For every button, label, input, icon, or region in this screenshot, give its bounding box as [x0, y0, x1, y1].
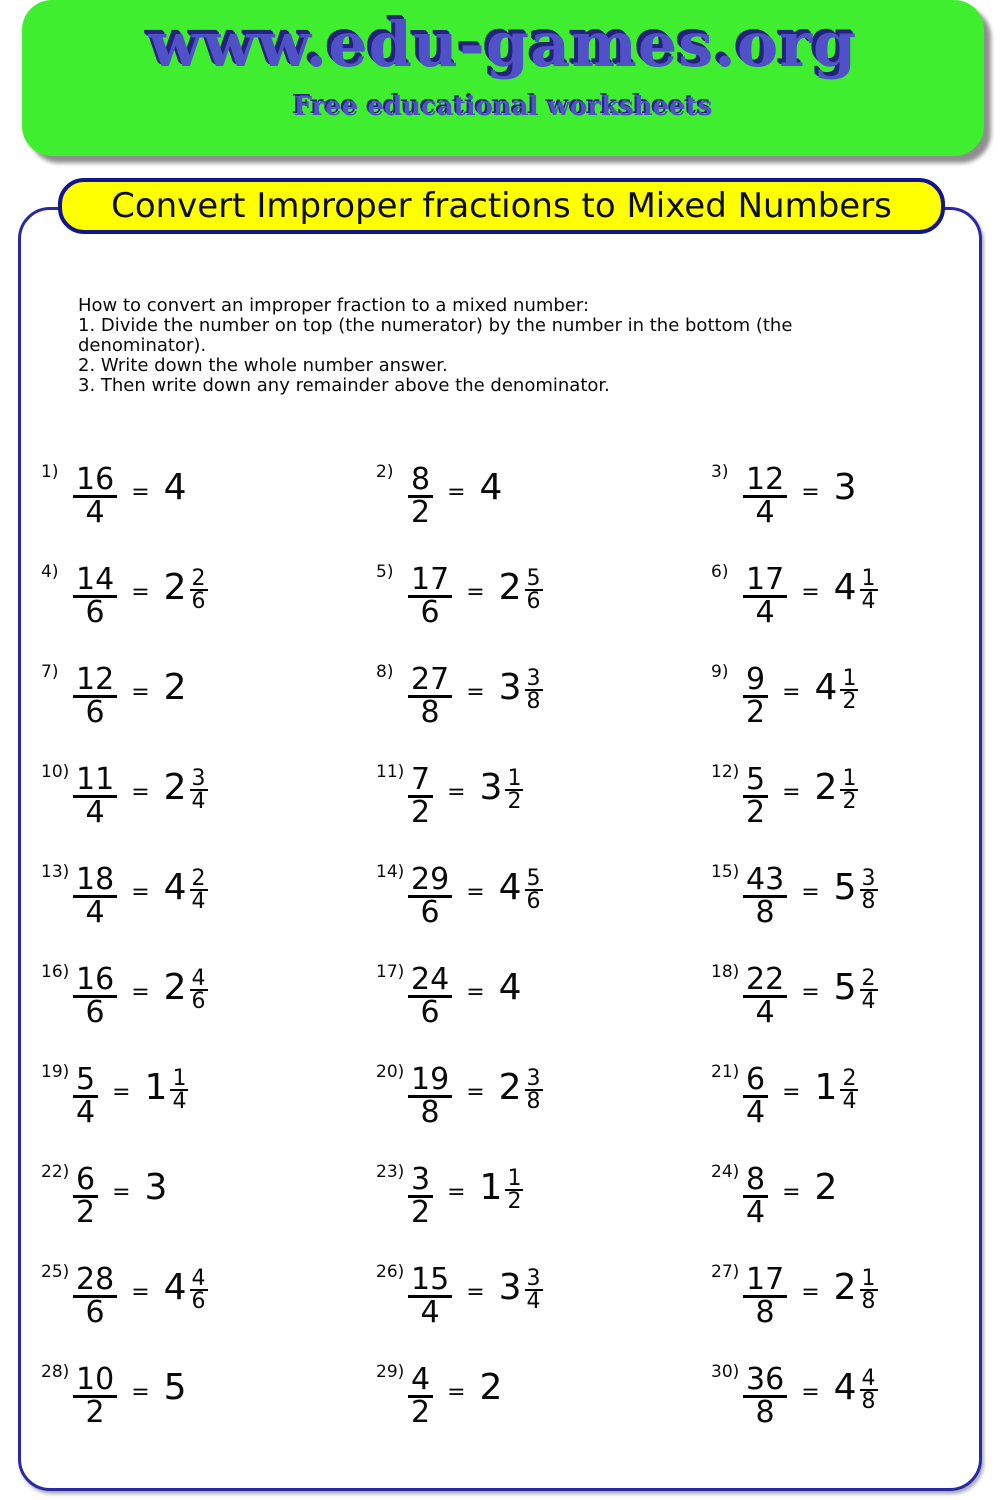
answer-fraction [505, 768, 523, 812]
answer-whole-number: 2 [163, 967, 187, 1008]
problem-cell [41, 462, 376, 562]
answer-fraction [860, 1368, 878, 1412]
problem-cell [376, 1062, 711, 1162]
fraction-numerator: 17 [411, 562, 450, 597]
answer-fraction-denominator: 8 [526, 1089, 541, 1114]
problem-number: 27) [711, 1262, 740, 1282]
problem-cell [41, 862, 376, 962]
fraction-denominator: 6 [420, 595, 440, 630]
improper-fraction [408, 962, 452, 1030]
fraction-numerator: 3 [411, 1162, 431, 1197]
answer-fraction [190, 868, 208, 912]
fraction-denominator: 4 [746, 1095, 766, 1130]
fraction-denominator: 2 [411, 1195, 431, 1230]
answer-fraction-numerator: 2 [191, 566, 206, 591]
answer-fraction-numerator: 3 [526, 1266, 541, 1291]
equals-sign: = [447, 480, 466, 505]
fraction-denominator: 2 [76, 1195, 96, 1230]
fraction-numerator: 18 [76, 862, 115, 897]
answer-whole-number: 3 [498, 1267, 522, 1308]
answer-whole-number: 4 [498, 867, 522, 908]
answer-fraction-numerator: 3 [191, 766, 206, 791]
answer-fraction [190, 1268, 208, 1312]
improper-fraction [743, 1062, 768, 1130]
fraction-denominator: 4 [746, 1195, 766, 1230]
answer-fraction-denominator: 2 [842, 789, 857, 814]
improper-fraction [408, 1062, 452, 1130]
answer-fraction-denominator: 6 [526, 889, 541, 914]
problem-number: 29) [376, 1362, 405, 1382]
fraction-numerator: 8 [411, 462, 431, 497]
improper-fraction [73, 962, 117, 1030]
fraction-denominator: 2 [411, 795, 431, 830]
answer-fraction-numerator: 1 [861, 1266, 876, 1291]
problem-number: 19) [41, 1062, 70, 1082]
improper-fraction [408, 1262, 452, 1330]
problem-number: 14) [376, 862, 405, 882]
improper-fraction [408, 662, 452, 730]
equals-sign: = [131, 880, 150, 905]
answer-fraction-denominator: 4 [172, 1089, 187, 1114]
answer-whole-number: 4 [163, 467, 187, 508]
improper-fraction [743, 462, 787, 530]
problem-number: 9) [711, 662, 729, 682]
problem-number: 12) [711, 762, 740, 782]
problem-cell [711, 562, 981, 662]
answer-fraction [840, 768, 858, 812]
problem-number: 13) [41, 862, 70, 882]
answer-fraction-numerator: 5 [526, 566, 541, 591]
equals-sign: = [801, 1380, 820, 1405]
equals-sign: = [131, 1380, 150, 1405]
equals-sign: = [131, 980, 150, 1005]
answer-fraction-numerator: 1 [861, 566, 876, 591]
fraction-denominator: 4 [755, 995, 775, 1030]
answer-whole-number: 4 [163, 1267, 187, 1308]
problem-number: 1) [41, 462, 59, 482]
answer-fraction-denominator: 6 [191, 1289, 206, 1314]
fraction-denominator: 8 [420, 695, 440, 730]
improper-fraction [408, 862, 452, 930]
problem-cell [376, 1162, 711, 1262]
instructions-step-2: 2. Write down the whole number answer. [78, 355, 448, 376]
answer-whole-number: 2 [833, 1267, 857, 1308]
problem-cell [41, 662, 376, 762]
improper-fraction [408, 1362, 433, 1430]
equals-sign: = [466, 1080, 485, 1105]
problem-cell [376, 962, 711, 1062]
problem-cell [41, 1162, 376, 1262]
problem-cell [711, 962, 981, 1062]
equals-sign: = [131, 680, 150, 705]
problem-cell [41, 562, 376, 662]
answer-fraction-denominator: 4 [861, 989, 876, 1014]
site-tagline: Free educational worksheets [293, 92, 713, 122]
fraction-denominator: 4 [85, 495, 105, 530]
answer-fraction-numerator: 1 [842, 666, 857, 691]
improper-fraction [73, 762, 117, 830]
problem-number: 23) [376, 1162, 405, 1182]
improper-fraction [743, 762, 768, 830]
fraction-denominator: 2 [85, 1395, 105, 1430]
answer-whole-number: 4 [833, 567, 857, 608]
instructions-step-1: 1. Divide the number on top (the numerator) by the number in the bottom (the denominator). [78, 315, 793, 356]
equals-sign: = [801, 880, 820, 905]
answer-whole-number: 2 [163, 767, 187, 808]
instructions-intro: How to convert an improper fraction to a mixed number: [78, 295, 590, 316]
improper-fraction [408, 762, 433, 830]
fraction-numerator: 14 [76, 562, 115, 597]
problem-number: 21) [711, 1062, 740, 1082]
answer-fraction-numerator: 4 [191, 1266, 206, 1291]
answer-fraction-numerator: 1 [842, 766, 857, 791]
answer-fraction-denominator: 8 [861, 889, 876, 914]
answer-fraction [525, 868, 543, 912]
problem-number: 8) [376, 662, 394, 682]
fraction-numerator: 6 [746, 1062, 766, 1097]
problem-number: 17) [376, 962, 405, 982]
fraction-denominator: 2 [746, 795, 766, 830]
problem-cell [376, 462, 711, 562]
answer-whole-number: 4 [498, 967, 522, 1008]
problem-cell [711, 662, 981, 762]
fraction-numerator: 10 [76, 1362, 115, 1397]
fraction-denominator: 4 [420, 1295, 440, 1330]
answer-fraction-denominator: 6 [526, 589, 541, 614]
fraction-denominator: 8 [420, 1095, 440, 1130]
problem-number: 28) [41, 1362, 70, 1382]
answer-fraction [860, 968, 878, 1012]
answer-fraction-numerator: 3 [861, 866, 876, 891]
fraction-numerator: 43 [746, 862, 785, 897]
problem-number: 11) [376, 762, 405, 782]
fraction-numerator: 19 [411, 1062, 450, 1097]
problem-number: 3) [711, 462, 729, 482]
answer-fraction-numerator: 4 [191, 966, 206, 991]
answer-whole-number: 2 [814, 767, 838, 808]
equals-sign: = [466, 1280, 485, 1305]
answer-whole-number: 4 [814, 667, 838, 708]
improper-fraction [743, 1362, 787, 1430]
improper-fraction [73, 1162, 98, 1230]
fraction-denominator: 8 [755, 1295, 775, 1330]
equals-sign: = [112, 1180, 131, 1205]
answer-fraction-denominator: 4 [526, 1289, 541, 1314]
improper-fraction [743, 1262, 787, 1330]
answer-fraction [190, 968, 208, 1012]
fraction-numerator: 11 [76, 762, 115, 797]
answer-fraction-denominator: 8 [861, 1389, 876, 1414]
problem-cell [711, 762, 981, 862]
problem-cell [376, 562, 711, 662]
answer-fraction-numerator: 4 [861, 1366, 876, 1391]
answer-fraction [525, 668, 543, 712]
answer-fraction [525, 1068, 543, 1112]
fraction-numerator: 28 [76, 1262, 115, 1297]
fraction-numerator: 16 [76, 962, 115, 997]
problem-cell [376, 762, 711, 862]
fraction-denominator: 4 [755, 595, 775, 630]
answer-fraction-numerator: 3 [526, 666, 541, 691]
answer-whole-number: 2 [814, 1167, 838, 1208]
fraction-denominator: 8 [755, 1395, 775, 1430]
fraction-numerator: 4 [411, 1362, 431, 1397]
problem-number: 2) [376, 462, 394, 482]
answer-fraction [840, 1068, 858, 1112]
problem-cell [711, 1062, 981, 1162]
problem-number: 18) [711, 962, 740, 982]
equals-sign: = [466, 680, 485, 705]
problem-cell [711, 1162, 981, 1262]
fraction-numerator: 6 [76, 1162, 96, 1197]
fraction-denominator: 6 [85, 695, 105, 730]
equals-sign: = [801, 1280, 820, 1305]
equals-sign: = [131, 780, 150, 805]
answer-fraction-numerator: 1 [172, 1066, 187, 1091]
problem-cell [711, 1262, 981, 1362]
answer-whole-number: 1 [144, 1067, 168, 1108]
improper-fraction [73, 1362, 117, 1430]
answer-whole-number: 2 [163, 567, 187, 608]
equals-sign: = [801, 980, 820, 1005]
problem-number: 15) [711, 862, 740, 882]
improper-fraction [408, 462, 433, 530]
problem-number: 7) [41, 662, 59, 682]
improper-fraction [408, 1162, 433, 1230]
answer-fraction-denominator: 4 [191, 789, 206, 814]
fraction-denominator: 6 [85, 1295, 105, 1330]
problem-number: 25) [41, 1262, 70, 1282]
answer-whole-number: 4 [163, 867, 187, 908]
improper-fraction [73, 862, 117, 930]
fraction-denominator: 4 [755, 495, 775, 530]
answer-fraction-numerator: 2 [842, 1066, 857, 1091]
fraction-numerator: 5 [746, 762, 766, 797]
improper-fraction [73, 662, 117, 730]
improper-fraction [408, 562, 452, 630]
equals-sign: = [112, 1080, 131, 1105]
problem-cell [41, 1362, 376, 1462]
fraction-denominator: 6 [420, 895, 440, 930]
answer-whole-number: 1 [479, 1167, 503, 1208]
problem-number: 26) [376, 1262, 405, 1282]
fraction-numerator: 24 [411, 962, 450, 997]
fraction-denominator: 4 [85, 895, 105, 930]
answer-whole-number: 2 [498, 1067, 522, 1108]
fraction-numerator: 12 [746, 462, 785, 497]
equals-sign: = [782, 1180, 801, 1205]
instructions-step-3: 3. Then write down any remainder above the denominator. [78, 375, 610, 396]
answer-fraction-numerator: 3 [526, 1066, 541, 1091]
equals-sign: = [801, 580, 820, 605]
improper-fraction [73, 462, 117, 530]
problem-cell [41, 762, 376, 862]
fraction-numerator: 36 [746, 1362, 785, 1397]
problem-number: 24) [711, 1162, 740, 1182]
answer-fraction-denominator: 8 [526, 689, 541, 714]
fraction-denominator: 6 [85, 995, 105, 1030]
equals-sign: = [131, 1280, 150, 1305]
improper-fraction [743, 862, 787, 930]
problem-cell [376, 1262, 711, 1362]
answer-whole-number: 2 [163, 667, 187, 708]
site-header [22, 0, 984, 156]
answer-fraction-denominator: 4 [842, 1089, 857, 1114]
fraction-numerator: 12 [76, 662, 115, 697]
improper-fraction [743, 1162, 768, 1230]
answer-fraction [860, 568, 878, 612]
fraction-numerator: 16 [76, 462, 115, 497]
answer-whole-number: 3 [498, 667, 522, 708]
problem-number: 30) [711, 1362, 740, 1382]
fraction-numerator: 5 [76, 1062, 96, 1097]
fraction-denominator: 6 [420, 995, 440, 1030]
equals-sign: = [131, 580, 150, 605]
equals-sign: = [801, 480, 820, 505]
answer-fraction-numerator: 1 [507, 766, 522, 791]
problem-number: 16) [41, 962, 70, 982]
equals-sign: = [466, 980, 485, 1005]
problem-number: 22) [41, 1162, 70, 1182]
problem-cell [376, 662, 711, 762]
problem-number: 6) [711, 562, 729, 582]
fraction-numerator: 15 [411, 1262, 450, 1297]
problem-number: 10) [41, 762, 70, 782]
answer-fraction [170, 1068, 188, 1112]
worksheet-sheet [18, 207, 982, 1491]
fraction-numerator: 17 [746, 1262, 785, 1297]
answer-fraction-denominator: 8 [861, 1289, 876, 1314]
answer-fraction [525, 568, 543, 612]
answer-fraction-numerator: 1 [507, 1166, 522, 1191]
equals-sign: = [782, 780, 801, 805]
answer-fraction-numerator: 2 [861, 966, 876, 991]
fraction-numerator: 27 [411, 662, 450, 697]
answer-fraction [190, 768, 208, 812]
answer-fraction-denominator: 2 [507, 1189, 522, 1214]
worksheet-title: Convert Improper fractions to Mixed Numbers [111, 186, 892, 226]
fraction-numerator: 22 [746, 962, 785, 997]
answer-fraction-denominator: 2 [842, 689, 857, 714]
equals-sign: = [466, 880, 485, 905]
fraction-denominator: 8 [755, 895, 775, 930]
answer-whole-number: 4 [479, 467, 503, 508]
answer-whole-number: 2 [479, 1367, 503, 1408]
answer-whole-number: 2 [498, 567, 522, 608]
answer-fraction [860, 868, 878, 912]
answer-fraction [840, 668, 858, 712]
equals-sign: = [782, 680, 801, 705]
improper-fraction [73, 1262, 117, 1330]
site-title: www.edu-games.org [148, 8, 858, 81]
equals-sign: = [447, 1180, 466, 1205]
equals-sign: = [131, 480, 150, 505]
fraction-numerator: 17 [746, 562, 785, 597]
improper-fraction [73, 562, 117, 630]
fraction-denominator: 4 [85, 795, 105, 830]
equals-sign: = [466, 580, 485, 605]
answer-fraction-numerator: 5 [526, 866, 541, 891]
answer-fraction [525, 1268, 543, 1312]
answer-fraction [190, 568, 208, 612]
fraction-denominator: 4 [76, 1095, 96, 1130]
equals-sign: = [447, 1380, 466, 1405]
problem-cell [41, 1262, 376, 1362]
answer-whole-number: 3 [833, 467, 857, 508]
worksheet-title-banner [58, 178, 945, 234]
answer-whole-number: 4 [833, 1367, 857, 1408]
instructions [78, 296, 828, 396]
problem-number: 4) [41, 562, 59, 582]
fraction-denominator: 2 [411, 495, 431, 530]
answer-fraction-denominator: 4 [861, 589, 876, 614]
answer-fraction [505, 1168, 523, 1212]
problems-grid [41, 462, 981, 1462]
answer-whole-number: 3 [144, 1167, 168, 1208]
answer-fraction-denominator: 2 [507, 789, 522, 814]
answer-whole-number: 1 [814, 1067, 838, 1108]
fraction-numerator: 7 [411, 762, 431, 797]
fraction-numerator: 9 [746, 662, 766, 697]
problem-cell [376, 1362, 711, 1462]
answer-whole-number: 5 [833, 867, 857, 908]
fraction-denominator: 2 [746, 695, 766, 730]
problem-cell [711, 862, 981, 962]
problem-number: 5) [376, 562, 394, 582]
improper-fraction [73, 1062, 98, 1130]
fraction-denominator: 2 [411, 1395, 431, 1430]
improper-fraction [743, 562, 787, 630]
answer-fraction [860, 1268, 878, 1312]
answer-whole-number: 3 [479, 767, 503, 808]
answer-whole-number: 5 [163, 1367, 187, 1408]
problem-cell [41, 962, 376, 1062]
answer-fraction-numerator: 2 [191, 866, 206, 891]
answer-fraction-denominator: 6 [191, 989, 206, 1014]
problem-cell [41, 1062, 376, 1162]
problem-cell [711, 462, 981, 562]
answer-fraction-denominator: 6 [191, 589, 206, 614]
fraction-numerator: 8 [746, 1162, 766, 1197]
fraction-denominator: 6 [85, 595, 105, 630]
problem-cell [711, 1362, 981, 1462]
problem-cell [376, 862, 711, 962]
answer-whole-number: 5 [833, 967, 857, 1008]
equals-sign: = [447, 780, 466, 805]
fraction-numerator: 29 [411, 862, 450, 897]
answer-fraction-denominator: 4 [191, 889, 206, 914]
problem-number: 20) [376, 1062, 405, 1082]
equals-sign: = [782, 1080, 801, 1105]
improper-fraction [743, 962, 787, 1030]
improper-fraction [743, 662, 768, 730]
